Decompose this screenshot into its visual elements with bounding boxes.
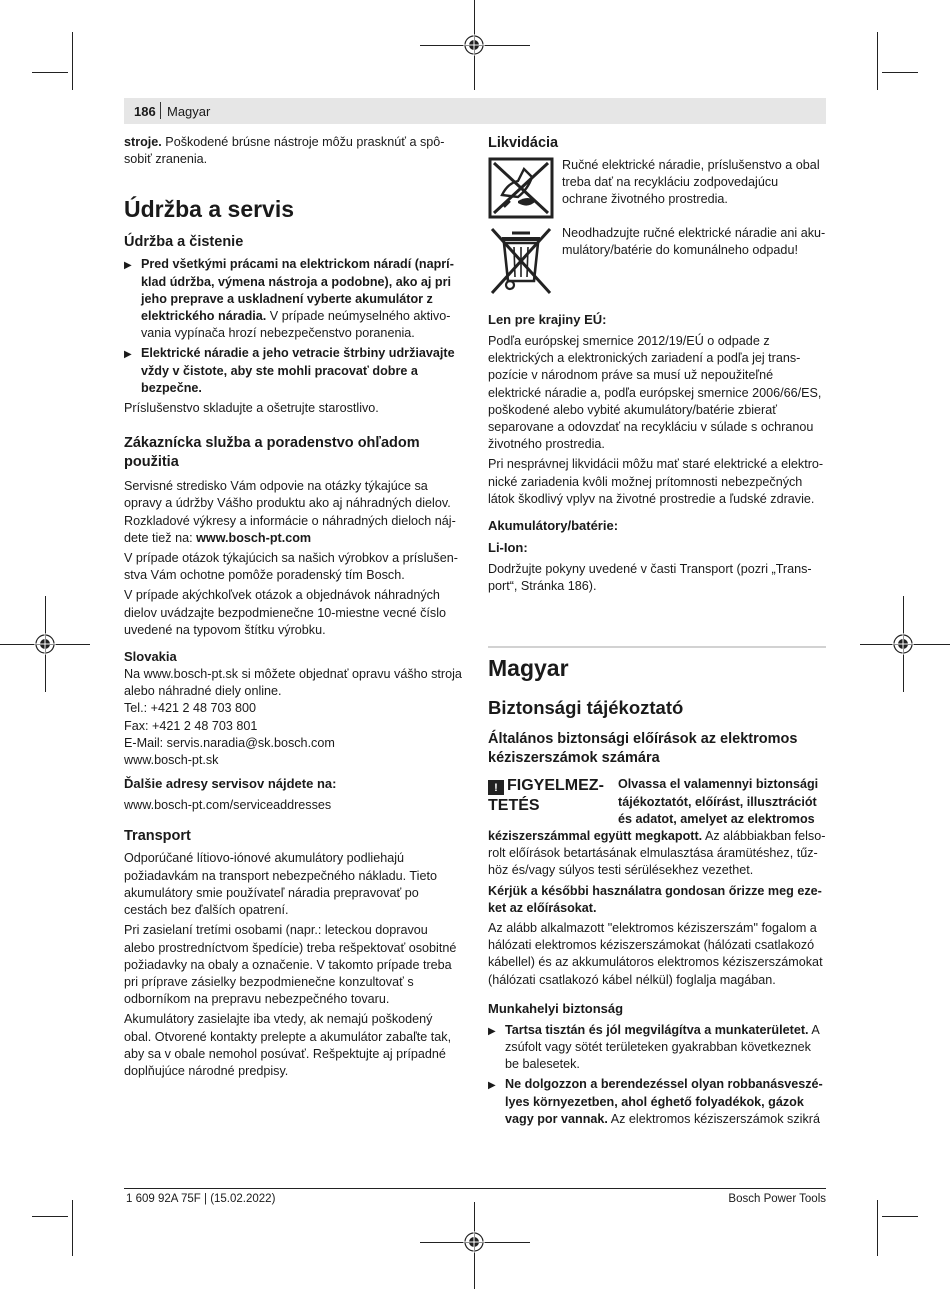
crop-mark-bottom-right-v — [877, 1200, 878, 1256]
service-paragraph-3: V prípade akýchkoľvek otázok a objednávok náhradných dielov uvádzajte bezpodmienečne 10-miestne vecné číslo uvedené na typovom štítku výrobku. — [124, 588, 447, 637]
heading-disposal: Likvidácia — [488, 135, 559, 151]
li-ion-text: Dodržujte pokyny uvedené v časti Transport (pozri „Transport“, Stránka 186). — [488, 562, 812, 594]
slovakia-phone: Tel.: +421 2 48 703 800 — [124, 701, 256, 716]
bullet-text: A zsúfolt vagy sötét területeken gyakrabban következnek be balesetek. — [505, 1022, 820, 1072]
heading-maintenance-service: Údržba a servis — [124, 196, 295, 223]
disposal-row-recycle — [488, 157, 826, 219]
crop-mark-bottom-left-h — [32, 1216, 68, 1217]
service-text: Servisné stredisko Vám odpovie na otázky týkajúce sa opravy a údržby Vášho produktu ako aj náhradných dielov. Rozkladové výkresy a informácie o náhradných dieloch nájdete tiež na: — [124, 479, 456, 545]
disposal-text-1: Ručné elektrické náradie, príslušenstvo a obal treba dať na recykláciu zodpovedajúcu ochrane životného prostredia. — [562, 158, 820, 207]
bullet-arrow-icon: ▶ — [488, 1025, 496, 1037]
slovakia-contact — [124, 666, 462, 769]
registration-mark-bottom-icon — [463, 1231, 485, 1253]
footer-rule — [124, 1188, 826, 1189]
crop-mark-top-right-v — [877, 32, 878, 90]
crop-mark-bottom-right-h — [882, 1216, 918, 1217]
heading-safety-info: Biztonsági tájékoztató — [488, 697, 684, 719]
list-item — [124, 256, 462, 342]
header-separator — [160, 102, 161, 119]
registration-mark-right-icon — [892, 633, 914, 655]
service-paragraph-1 — [124, 478, 462, 547]
accessories-note: Príslušenstvo skladujte a ošetrujte starostlivo. — [124, 401, 379, 416]
registration-mark-top-icon — [463, 34, 485, 56]
bullet-text: V prípade neúmyselného aktivovania vypínača hrozí nebezpečenstvo poranenia. — [141, 309, 451, 341]
bullet-arrow-icon: ▶ — [124, 349, 132, 361]
slovakia-email[interactable]: E-Mail: servis.naradia@sk.bosch.com — [124, 735, 335, 750]
right-column — [488, 134, 826, 1131]
list-item — [488, 1076, 826, 1128]
heading-slovakia: Slovakia — [124, 649, 177, 665]
heading-more-addresses: Ďalšie adresy servisov nájdete na: — [124, 776, 337, 792]
left-column — [124, 134, 462, 1083]
crop-mark-top-left-v — [72, 32, 73, 90]
crop-mark-top-left-h — [32, 72, 68, 73]
page-number: 186 — [134, 104, 156, 119]
heading-li-ion: Li-Ion: — [488, 540, 528, 556]
heading-magyar: Magyar — [488, 655, 569, 682]
list-item — [488, 1022, 826, 1074]
warning-bold-text: Olvassa el valamennyi biztonsági tájékoztatót, előírást, illusztrációt és adatot, amelyet az elektromos kéziszerszámmal együtt megkapott. — [488, 777, 819, 844]
definition-paragraph: Az alább alkalmazott "elektromos kéziszerszám" fogalom a hálózati elektromos kéziszerszámokat (hálózati csatlakozó kábellel) és az akkumulátoros elektromos kéziszerszámokat (hálózati csatlakozó kábel nélkül) foglalja magában. — [488, 921, 823, 987]
eu-paragraph-1: Podľa európskej smernice 2012/19/EÚ o odpade z elektrických a elektronických zariadení a podľa jej transpozície v národnom práve sa musí už nepoužiteľné elektrické náradie a, podľa európskej smernice 2006/66/ES, poškodené alebo vybité akumulátory/batérie zbierať separovane a odovzdať na recykláciu v súlade s ochranou životného prostredia. — [488, 334, 822, 452]
footer-brand: Bosch Power Tools — [728, 1193, 826, 1205]
crossed-out-wheelie-bin-icon — [488, 225, 554, 297]
disposal-row-bin — [488, 225, 826, 297]
slovakia-fax: Fax: +421 2 48 703 801 — [124, 718, 258, 733]
transport-paragraph-3: Akumulátory zasielajte iba vtedy, ak nemajú poškodený obal. Otvorené kontakty prelepte a akumulátor zabaľte tak, aby sa v obale nemohol posúvať. Rešpektujte aj prípadné doplňujúce národné predpisy. — [124, 1012, 452, 1078]
intro-paragraph — [124, 134, 462, 168]
bullet-bold-text: Pred všetkými prácami na elektrickom náradí (napríklad údržba, výmena nástroja a podobne), ako aj pri jeho preprave a uskladnení vyberte akumulátor z elektrického náradia. — [141, 257, 454, 324]
no-household-waste-recycle-icon — [488, 157, 554, 219]
bullet-bold-text: Tartsa tisztán és jól megvilágítva a munkaterületet. — [505, 1022, 809, 1037]
heading-batteries: Akumulátory/batérie: — [488, 518, 619, 534]
warning-triangle-icon: ! — [488, 780, 504, 795]
heading-transport: Transport — [124, 828, 191, 845]
heading-customer-service: Zákaznícka služba a poradenstvo ohľadom použitia — [124, 435, 420, 471]
bullet-bold-text: Elektrické náradie a jeho vetracie štrbiny udržiavajte vždy v čistote, aby ste mohli pracovať dobre a bezpečne. — [141, 346, 455, 395]
disposal-text-2: Neodhadzujte ručné elektrické náradie ani akumulátory/batérie do komunálneho odpadu! — [562, 226, 826, 258]
heading-maintenance-cleaning: Údržba a čistenie — [124, 234, 244, 251]
bosch-website-link[interactable]: www.bosch-pt.com — [196, 530, 312, 545]
list-item — [124, 345, 462, 397]
slovakia-online-note: Na www.bosch-pt.sk si môžete objednať opravu vášho stroja alebo náhradné diely online. — [124, 667, 462, 699]
service-addresses-link[interactable]: www.bosch-pt.com/serviceaddresses — [124, 798, 332, 813]
slovakia-website[interactable]: www.bosch-pt.sk — [124, 753, 219, 768]
transport-paragraph-1: Odporúčané lítiovo-iónové akumulátory podliehajú požiadavkám na transport nebezpečného nákladu. Tieto akumulátory smie používateľ náradia prepravovať po cestách bez ďalších opatrení. — [124, 851, 437, 918]
heading-eu-only: Len pre krajiny EÚ: — [488, 312, 607, 327]
registration-mark-left-icon — [34, 633, 56, 655]
intro-text: Poškodené brúsne nástroje môžu prasknúť a spôsobiť zranenia. — [124, 135, 445, 167]
eu-paragraph-2: Pri nesprávnej likvidácii môžu mať staré elektrické a elektronické zariadenia kvôli možnej prítomnosti nebezpečných látok škodlivý vplyv na životné prostredie a ľudské zdravie. — [488, 457, 824, 506]
section-divider — [488, 646, 826, 648]
footer-doc-id: 1 609 92A 75F | (15.02.2022) — [126, 1193, 276, 1205]
crop-mark-bottom-left-v — [72, 1200, 73, 1256]
heading-workplace-safety: Munkahelyi biztonság — [488, 1000, 624, 1016]
warning-block — [488, 776, 826, 882]
service-paragraph-2: V prípade otázok týkajúcich sa našich výrobkov a príslušenstva Vám ochotne pomôže poradenský tím Bosch. — [124, 551, 458, 583]
crop-mark-top-right-h — [882, 72, 918, 73]
intro-bold: stroje. — [124, 135, 162, 149]
bullet-arrow-icon: ▶ — [488, 1080, 496, 1092]
bullet-bold-text: Ne dolgozzon a berendezéssel olyan robbanásveszélyes környezetben, ahol éghető folyadékok, gázok vagy por vannak. — [505, 1077, 823, 1126]
keep-instructions: Kérjük a későbbi használatra gondosan őrizze meg ezeket az előírásokat. — [488, 883, 822, 915]
warning-label-text: FIGYELMEZTETÉS — [488, 777, 604, 815]
header-language: Magyar — [167, 104, 211, 119]
transport-paragraph-2: Pri zasielaní tretími osobami (napr.: leteckou dopravou alebo prostredníctvom špedície) treba rešpektovať osobitné požiadavky na obaly a označenie. V takomto prípade treba pri príprave zásielky bezpodmienečne konzultovať s odborníkom na prepravu nebezpečného tovaru. — [124, 923, 457, 1007]
heading-general-safety: Általános biztonsági előírások az elektromos kéziszerszámok számára — [488, 731, 798, 767]
page-header — [124, 98, 826, 124]
warning-label — [488, 776, 612, 816]
bullet-text: Az elektromos kéziszerszámok szikrá — [607, 1111, 820, 1126]
bullet-arrow-icon: ▶ — [124, 260, 132, 272]
warning-normal-text: Az alábbiakban felsorolt előírások betartásának elmulasztása áramütéshez, tűzhöz és/vagy súlyos testi sérülésekhez vezethet. — [488, 829, 826, 878]
